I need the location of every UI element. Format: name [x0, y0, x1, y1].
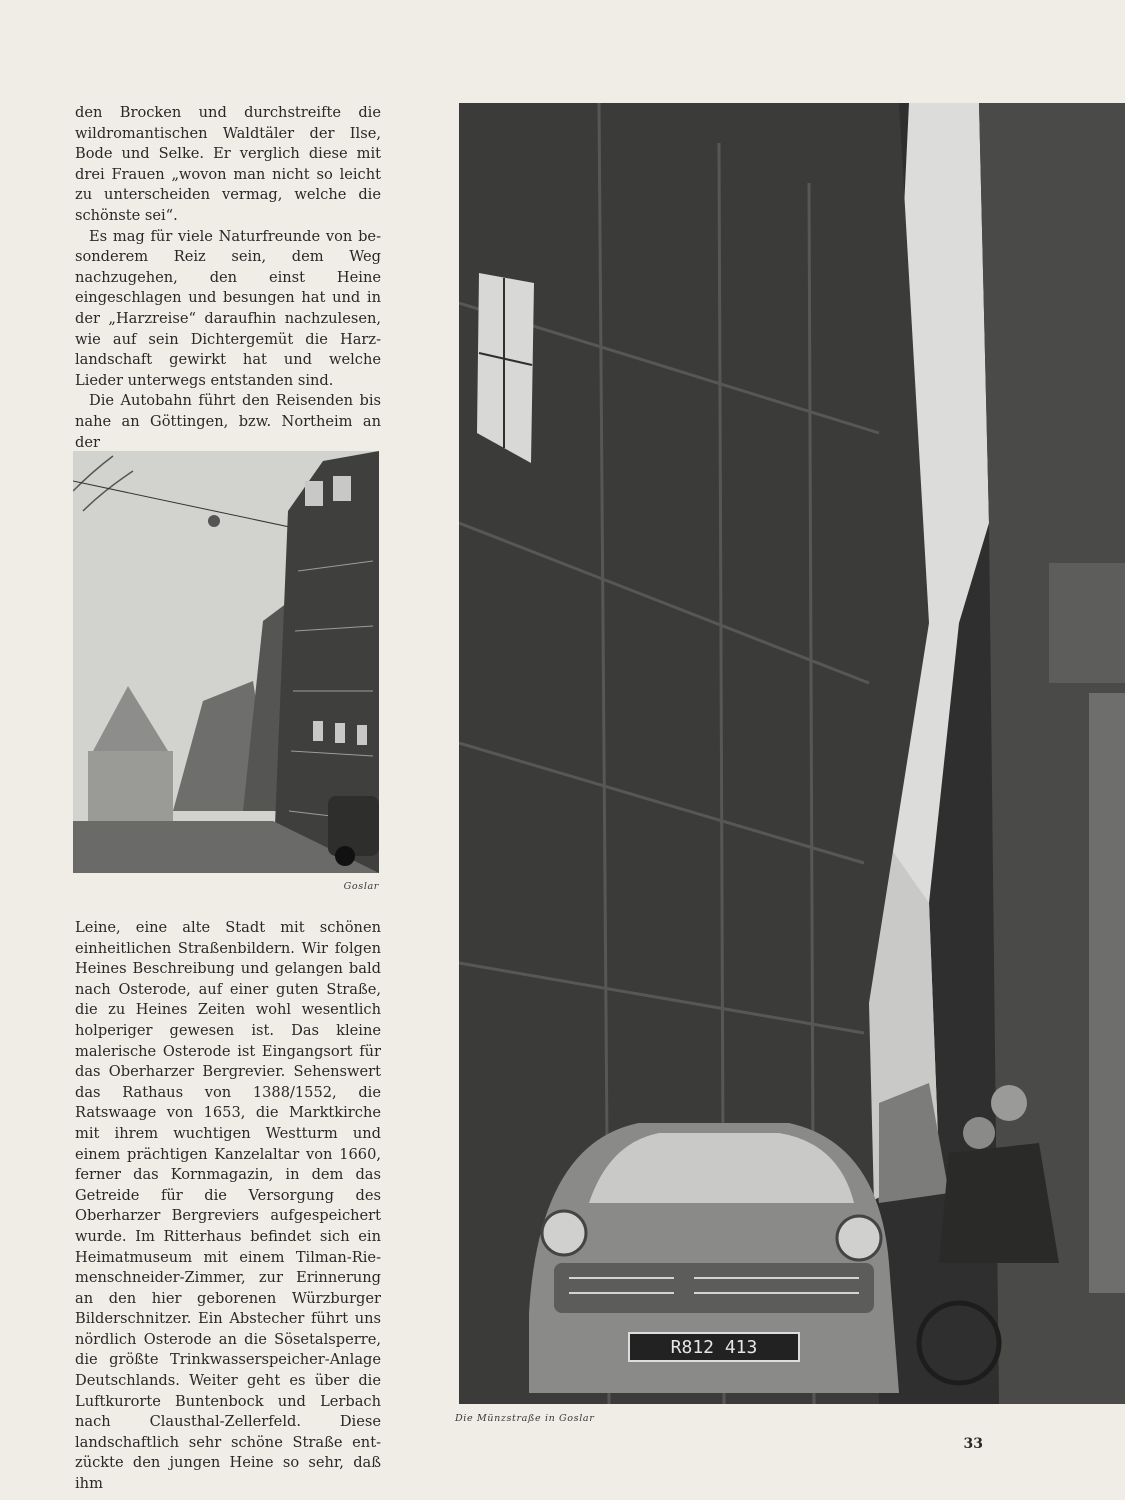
- paragraph: Es mag für viele Naturfreunde von besonderem Reiz sein, dem Weg nachzugehen, den einst Heine eingeschlagen und besungen hat und in der „Harzreise“ daraufhin nachzulesen, wie auf sein Dichtergemüt die Harzlandschaft gewirkt hat und welche Lieder unterwegs entstanden sind.: [75, 227, 381, 389]
- photo-muenzstrasse: [459, 103, 1125, 1404]
- paragraph: Die Autobahn führt den Reisenden bis nahe an Göttingen, bzw. Northeim an der: [75, 392, 381, 451]
- text-column-top: [75, 103, 381, 453]
- page-number: 33: [963, 1436, 983, 1452]
- paragraph: den Brocken und durchstreifte die wildromantischen Waldtäler der Ilse, Bode und Selke. Er verglich diese mit drei Frauen „wovon man nicht so leicht zu unterscheiden vermag, welche die schönste sei“.: [75, 104, 381, 224]
- photo-caption-muenzstrasse: Die Münzstraße in Goslar: [455, 1413, 595, 1424]
- photo-caption-goslar: Goslar: [343, 881, 379, 892]
- photo-goslar-street: [73, 451, 379, 873]
- muenzstrasse-photo-illustration: [459, 103, 1125, 1404]
- paragraph: Leine, eine alte Stadt mit schönen einheitlichen Straßenbildern. Wir folgen Heines Beschreibung und gelangen bald nach Osterode, auf einer guten Straße, die zu Heines Zeiten wohl wesentlich holperiger gewesen ist. Das kleine malerische Osterode ist Eingangsort für das Oberharzer Bergrevier. Sehenswert das Rathaus von 1388/1552, die Ratswaage von 1653, die Marktkirche mit ihrem wuchtigen Westturm und einem prächtigen Kanzelaltar von 1660, ferner das Kornmagazin, in dem das Getreide für die Versorgung des Oberharzer Bergreviers aufgespeichert wurde. Im Ritterhaus befindet sich ein Heimatmuseum mit einem Tilman-Riemenschneider-Zimmer, zur Erinnerung an den hier geborenen Würzburger Bilderschnitzer. Ein Abstecher führt uns nördlich Osterode an die Sösetalsperre, die größte Trinkwasserspeicher-Anlage Deutschlands. Weiter geht es über die Luftkurorte Buntenbock und Lerbach nach Clausthal-Zellerfeld. Diese landschaftlich sehr schöne Straße entzückte den jungen Heine so sehr, daß ihm: [75, 919, 381, 1493]
- goslar-photo-illustration: [73, 451, 379, 873]
- license-plate-text: R812 413: [670, 1337, 758, 1358]
- text-column-bottom: [75, 918, 381, 1495]
